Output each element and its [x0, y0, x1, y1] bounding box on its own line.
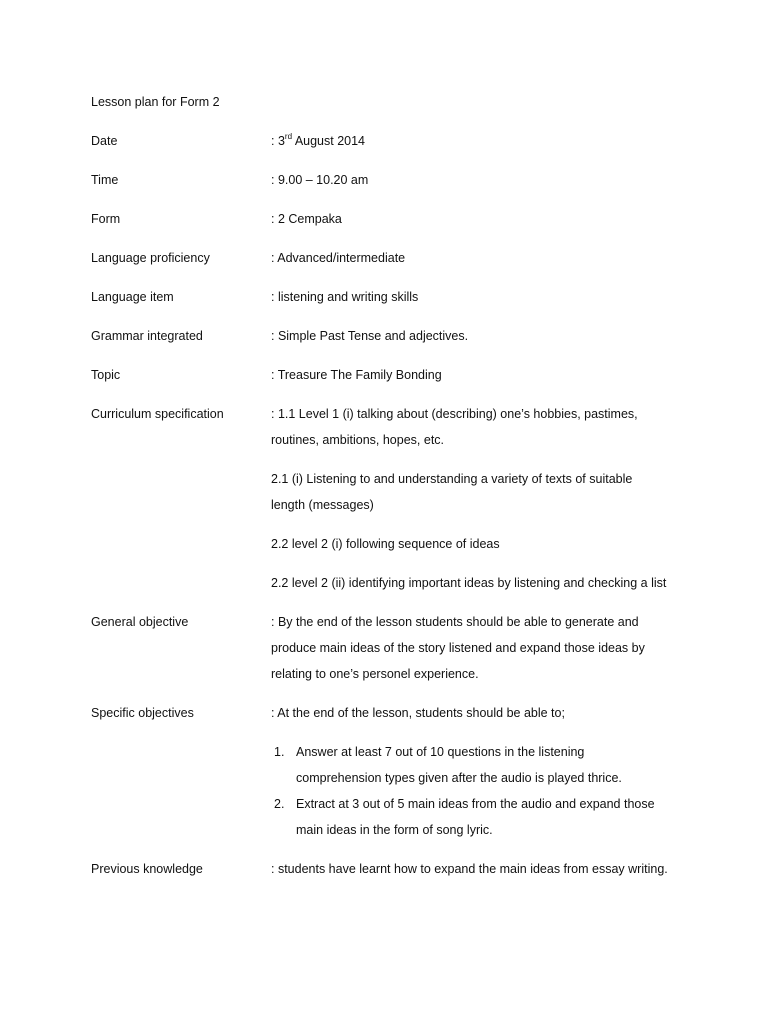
grammar-value: : Simple Past Tense and adjectives. [271, 329, 469, 343]
objective-line: Extract at 3 out of 5 main ideas from the audio and expand those [296, 797, 655, 811]
curriculum-label: Curriculum specification [91, 407, 224, 421]
topic-value: : Treasure The Family Bonding [271, 368, 442, 382]
date-label: Date [91, 134, 118, 148]
document-title: Lesson plan for Form 2 [91, 95, 220, 109]
specific-objectives-intro: : At the end of the lesson, students should be able to; [271, 706, 565, 720]
topic-label: Topic [91, 368, 121, 382]
objective-number: 2. [274, 797, 285, 811]
grammar-label: Grammar integrated [91, 329, 203, 343]
objective-number: 1. [274, 745, 285, 759]
general-objective-line: produce main ideas of the story listened and expand those ideas by [271, 641, 645, 655]
previous-knowledge-value: : students have learnt how to expand the main ideas from essay writing. [271, 862, 668, 876]
objective-line: comprehension types given after the audio is played thrice. [296, 771, 622, 785]
general-objective-line: relating to one’s personel experience. [271, 667, 479, 681]
time-value: : 9.00 – 10.20 am [271, 173, 369, 187]
proficiency-label: Language proficiency [91, 251, 210, 265]
language-item-label: Language item [91, 290, 174, 304]
curriculum-line: 2.2 level 2 (ii) identifying important ideas by listening and checking a list [271, 576, 667, 590]
curriculum-line: 2.2 level 2 (i) following sequence of ideas [271, 537, 500, 551]
curriculum-line: routines, ambitions, hopes, etc. [271, 433, 445, 447]
previous-knowledge-label: Previous knowledge [91, 862, 203, 876]
objective-line: Answer at least 7 out of 10 questions in the listening [296, 745, 585, 759]
date-value: : 3rd August 2014 [271, 131, 366, 148]
proficiency-value: : Advanced/intermediate [271, 251, 406, 265]
curriculum-line: : 1.1 Level 1 (i) talking about (describing) one’s hobbies, pastimes, [271, 407, 638, 421]
curriculum-line: length (messages) [271, 498, 374, 512]
language-item-value: : listening and writing skills [271, 290, 419, 304]
curriculum-line: 2.1 (i) Listening to and understanding a variety of texts of suitable [271, 472, 633, 486]
time-label: Time [91, 173, 119, 187]
form-label: Form [91, 212, 121, 226]
general-objective-label: General objective [91, 615, 189, 629]
objective-line: main ideas in the form of song lyric. [296, 823, 493, 837]
specific-objectives-label: Specific objectives [91, 706, 194, 720]
general-objective-line: : By the end of the lesson students should be able to generate and [271, 615, 639, 629]
form-value: : 2 Cempaka [271, 212, 342, 226]
